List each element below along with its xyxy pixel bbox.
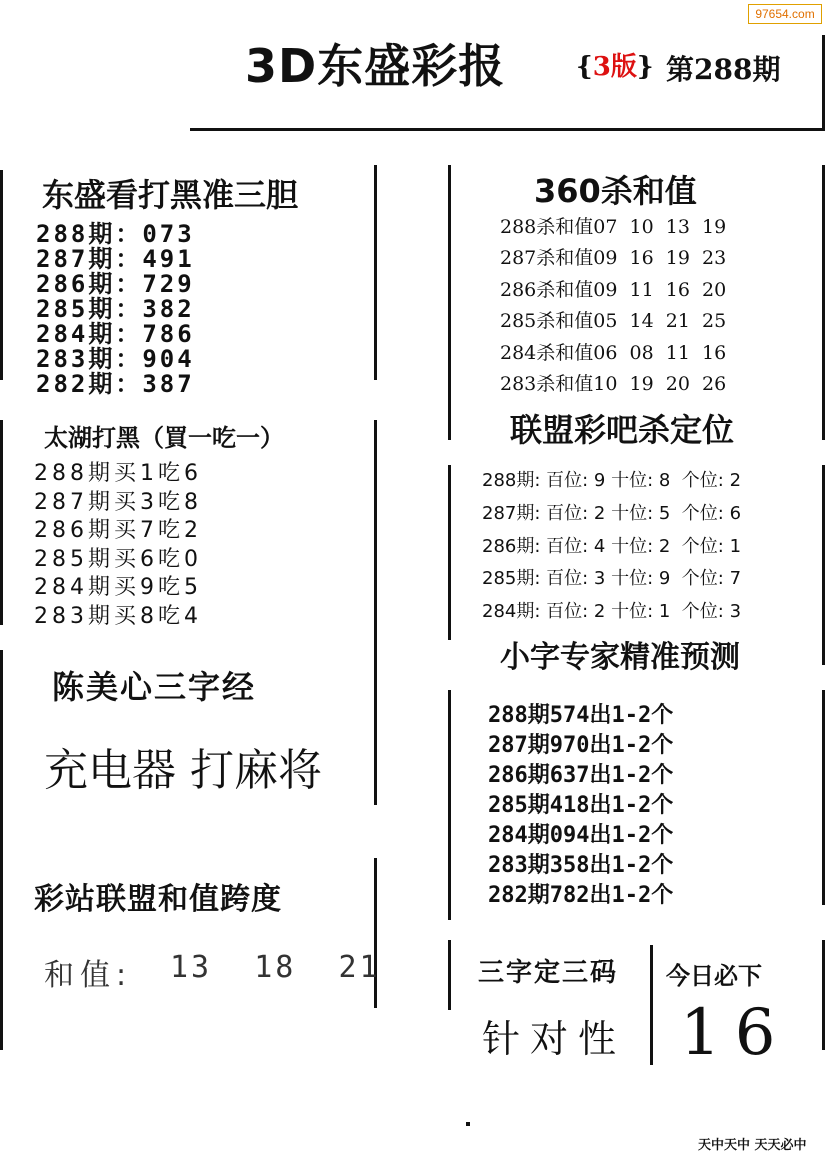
caizhan-title: 彩站联盟和值跨度	[34, 882, 282, 917]
col-divider-right-a	[448, 165, 451, 440]
edition-badge	[576, 46, 654, 83]
right-border-a	[822, 165, 825, 440]
lianmeng-row: 286期: 百位: 4 十位: 2 个位: 1	[482, 535, 742, 557]
dongsheng-title: 东盛看打黑准三胆	[42, 176, 299, 214]
footer-slogan: 天中天中 天天必中	[698, 1138, 807, 1153]
right-border-c	[822, 690, 825, 905]
lianmeng-row: 288期: 百位: 9 十位: 8 个位: 2	[482, 470, 742, 491]
dongsheng-row: 287期：491	[36, 245, 195, 273]
kill360-list	[500, 212, 726, 400]
chenmeixin-text: 充电器 打麻将	[44, 745, 322, 796]
kill360-title: 360杀和值	[534, 172, 697, 210]
today-title: 今日必下	[666, 962, 762, 990]
sanzi-title: 三字定三码	[478, 958, 619, 988]
print-dot	[466, 1122, 470, 1126]
taihu-row: 284期买9吃5	[34, 575, 202, 601]
xiaozi-row: 282期782出1-2个	[488, 883, 674, 908]
left-border-mid	[0, 420, 3, 625]
edition-label: 3版	[592, 52, 637, 82]
col-divider-right-d	[448, 940, 451, 1010]
taihu-row: 287期买3吃8	[34, 489, 202, 515]
xiaozi-list	[488, 698, 673, 908]
lianmeng-row: 287期: 百位: 2 十位: 5 个位: 6	[482, 502, 742, 524]
caizhan-values: 13 18 21	[170, 950, 381, 985]
right-border-b	[822, 465, 825, 665]
edition-open: {	[576, 52, 593, 82]
lianmeng-list	[482, 466, 741, 630]
dongsheng-row: 284期：786	[36, 320, 195, 348]
col-divider-right-c	[448, 690, 451, 920]
taihu-row: 283期买8吃4	[34, 603, 202, 629]
lianmeng-row: 284期: 百位: 2 十位: 1 个位: 3	[482, 601, 742, 623]
xiaozi-row: 286期637出1-2个	[488, 763, 674, 788]
col-divider-left-a	[374, 165, 377, 380]
col-divider-left-c	[374, 858, 377, 1008]
xiaozi-row: 284期094出1-2个	[488, 823, 674, 848]
issue-number: 第288期	[666, 53, 781, 86]
right-border-d	[822, 940, 825, 1050]
kill360-row: 288杀和值07 10 13 19	[500, 216, 727, 238]
taihu-list	[34, 456, 202, 628]
dongsheng-row: 288期：073	[36, 220, 195, 248]
header-underline	[190, 128, 825, 131]
kill360-row: 286杀和值09 11 16 20	[500, 278, 727, 301]
col-divider-right-b	[448, 465, 451, 640]
xiaozi-row: 285期418出1-2个	[488, 793, 674, 818]
sanzi-text: 针对性	[482, 1017, 627, 1061]
kill360-row: 287杀和值09 16 19 23	[500, 247, 727, 270]
xiaozi-title: 小字专家精准预测	[500, 640, 740, 675]
kill360-row: 285杀和值05 14 21 25	[500, 310, 727, 333]
dongsheng-row: 282期：387	[36, 370, 195, 398]
lianmeng-row: 285期: 百位: 3 十位: 9 个位: 7	[482, 568, 742, 590]
dongsheng-list	[36, 214, 195, 398]
header-right-border	[822, 35, 825, 130]
kill360-row: 284杀和值06 08 11 16	[500, 341, 727, 364]
xiaozi-row: 283期358出1-2个	[488, 853, 674, 878]
left-border-top	[0, 170, 3, 380]
taihu-row: 285期买6吃0	[34, 546, 202, 572]
dongsheng-row: 283期：904	[36, 345, 195, 373]
taihu-row: 288期买1吃6	[34, 461, 202, 486]
today-value: 16	[680, 996, 790, 1070]
left-border-bottom	[0, 650, 3, 1050]
taihu-row: 286期买7吃2	[34, 518, 202, 544]
site-watermark: 97654.com	[748, 4, 822, 24]
caizhan-label: 和值:	[44, 958, 133, 993]
page-title: 3D东盛彩报	[245, 39, 506, 93]
xiaozi-row: 288期574出1-2个	[488, 703, 674, 728]
today-divider	[650, 945, 653, 1065]
kill360-row: 283杀和值10 19 20 26	[500, 372, 727, 395]
taihu-title: 太湖打黑（買一吃一）	[44, 424, 284, 452]
chenmeixin-title: 陈美心三字经	[52, 668, 257, 706]
col-divider-left-b	[374, 420, 377, 805]
edition-close: }	[636, 52, 654, 82]
xiaozi-row: 287期970出1-2个	[488, 733, 674, 758]
lianmeng-title: 联盟彩吧杀定位	[510, 411, 735, 449]
dongsheng-row: 285期：382	[36, 295, 195, 323]
dongsheng-row: 286期：729	[36, 270, 195, 298]
